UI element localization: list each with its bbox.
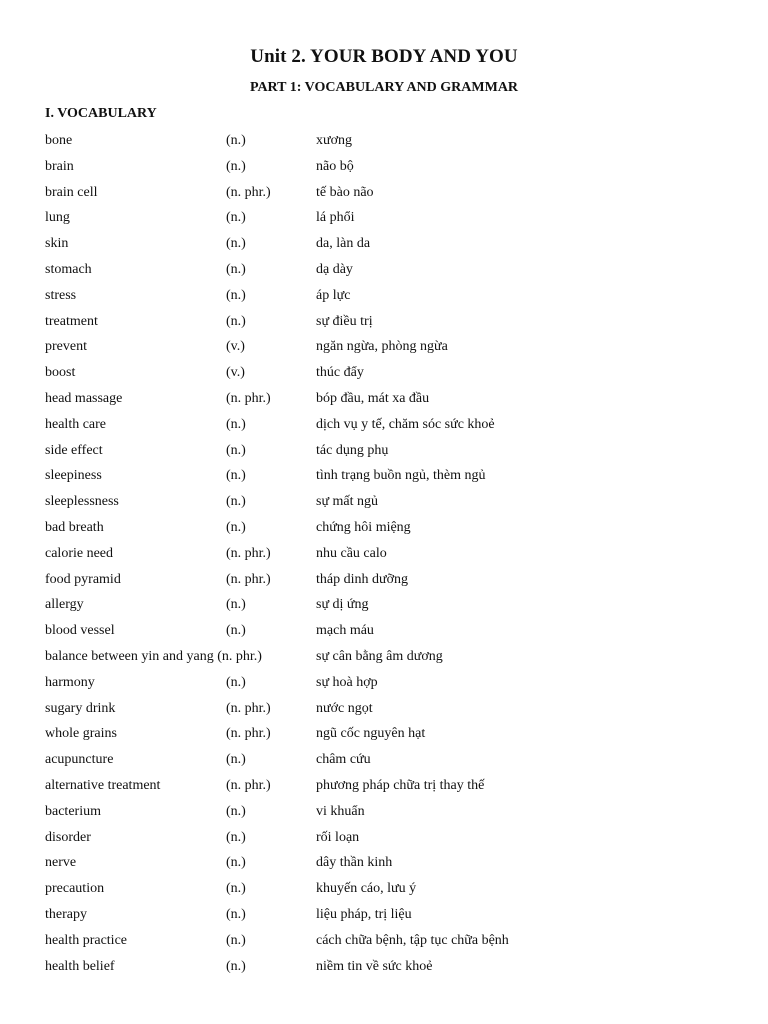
vocab-word: stomach xyxy=(45,261,92,277)
vocab-meaning: lá phổi xyxy=(316,210,355,226)
vocab-word: therapy xyxy=(45,906,87,922)
vocab-row xyxy=(0,876,768,902)
vocab-row xyxy=(0,902,768,928)
vocab-meaning: châm cứu xyxy=(316,752,371,768)
vocab-row xyxy=(0,205,768,231)
vocab-row xyxy=(0,567,768,593)
page-title: Unit 2. YOUR BODY AND YOU xyxy=(250,46,518,67)
vocab-word: whole grains xyxy=(45,726,117,742)
vocab-word: sleepiness xyxy=(45,468,102,484)
vocab-row xyxy=(0,644,768,670)
vocab-part-of-speech: (n.) xyxy=(226,494,246,510)
vocab-row xyxy=(0,541,768,567)
vocab-meaning: dạ dày xyxy=(316,261,353,277)
vocab-row xyxy=(0,360,768,386)
vocab-word: boost xyxy=(45,365,76,381)
vocab-word: brain cell xyxy=(45,184,98,200)
vocab-part-of-speech: (n. phr.) xyxy=(226,184,271,200)
vocab-meaning: thúc đẩy xyxy=(316,365,364,381)
vocab-part-of-speech: (n.) xyxy=(226,261,246,277)
vocab-meaning: dịch vụ y tế, chăm sóc sức khoẻ xyxy=(316,416,495,432)
vocab-row xyxy=(0,283,768,309)
vocab-part-of-speech: (n.) xyxy=(226,210,246,226)
vocab-meaning: tháp dinh dưỡng xyxy=(316,571,408,587)
vocab-row xyxy=(0,231,768,257)
vocab-meaning: liệu pháp, trị liệu xyxy=(316,906,412,922)
vocab-part-of-speech: (n. phr.) xyxy=(226,571,271,587)
vocab-meaning: nước ngọt xyxy=(316,700,373,716)
vocab-row xyxy=(0,696,768,722)
vocab-meaning: não bộ xyxy=(316,158,354,174)
vocab-part-of-speech: (n.) xyxy=(226,932,246,948)
vocab-word: head massage xyxy=(45,390,123,406)
vocab-row xyxy=(0,954,768,980)
vocab-row xyxy=(0,799,768,825)
vocab-row xyxy=(0,438,768,464)
vocab-row xyxy=(0,825,768,851)
vocab-meaning: vi khuẩn xyxy=(316,803,365,819)
vocab-row xyxy=(0,721,768,747)
vocab-row xyxy=(0,747,768,773)
vocab-row xyxy=(0,618,768,644)
vocab-word: health belief xyxy=(45,958,115,974)
vocab-meaning: tế bào não xyxy=(316,184,374,200)
vocab-row xyxy=(0,309,768,335)
vocab-meaning: tình trạng buồn ngủ, thèm ngủ xyxy=(316,468,486,484)
vocab-row xyxy=(0,773,768,799)
vocab-row xyxy=(0,334,768,360)
vocab-word: health practice xyxy=(45,932,128,948)
vocab-word: nerve xyxy=(45,855,77,871)
vocab-meaning: sự hoà hợp xyxy=(316,674,378,690)
vocab-meaning: sự cân bằng âm dương xyxy=(316,648,443,664)
vocab-meaning: bóp đầu, mát xa đầu xyxy=(316,390,430,406)
vocab-word: disorder xyxy=(45,829,91,845)
vocab-meaning: chứng hôi miệng xyxy=(316,519,411,535)
vocab-row xyxy=(0,412,768,438)
vocab-part-of-speech: (n.) xyxy=(226,313,246,329)
vocab-part-of-speech: (n.) xyxy=(226,803,246,819)
vocab-part-of-speech: (n.) xyxy=(226,519,246,535)
vocab-part-of-speech: (n.) xyxy=(226,416,246,432)
vocab-part-of-speech: (v.) xyxy=(226,339,245,355)
vocab-word: precaution xyxy=(45,881,105,897)
vocab-row xyxy=(0,128,768,154)
vocab-part-of-speech: (v.) xyxy=(226,365,245,381)
vocab-row xyxy=(0,154,768,180)
vocab-meaning: khuyến cáo, lưu ý xyxy=(316,881,417,897)
vocab-part-of-speech: (n.) xyxy=(226,958,246,974)
vocab-word: prevent xyxy=(45,339,87,355)
vocab-meaning: xương xyxy=(316,133,352,148)
vocab-meaning: nhu cầu calo xyxy=(316,545,387,561)
vocab-word-with-pos: balance between yin and yang (n. phr.) xyxy=(45,648,262,664)
vocab-meaning: rối loạn xyxy=(316,829,360,845)
vocab-meaning: cách chữa bệnh, tập tục chữa bệnh xyxy=(316,932,509,948)
section-heading: I. VOCABULARY xyxy=(45,106,157,121)
vocab-part-of-speech: (n. phr.) xyxy=(226,700,271,716)
vocab-part-of-speech: (n.) xyxy=(226,752,246,768)
vocab-word: sleeplessness xyxy=(45,494,119,510)
vocab-word: bacterium xyxy=(45,803,101,819)
vocab-part-of-speech: (n. phr.) xyxy=(226,777,271,793)
vocab-part-of-speech: (n. phr.) xyxy=(226,390,271,406)
vocab-word: brain xyxy=(45,158,74,174)
vocab-meaning: da, làn da xyxy=(316,236,371,252)
vocab-part-of-speech: (n.) xyxy=(226,597,246,613)
vocab-part-of-speech: (n.) xyxy=(226,468,246,484)
vocabulary-list xyxy=(0,128,768,979)
vocab-word: side effect xyxy=(45,442,103,458)
vocab-row xyxy=(0,670,768,696)
vocab-part-of-speech: (n. phr.) xyxy=(226,726,271,742)
vocab-row xyxy=(0,257,768,283)
vocab-meaning: tác dụng phụ xyxy=(316,442,389,458)
vocab-part-of-speech: (n.) xyxy=(226,881,246,897)
vocab-word: calorie need xyxy=(45,545,114,561)
vocab-part-of-speech: (n.) xyxy=(226,674,246,690)
vocab-meaning: sự mất ngủ xyxy=(316,494,379,510)
vocab-part-of-speech: (n.) xyxy=(226,623,246,639)
vocab-word: health care xyxy=(45,416,107,432)
vocab-part-of-speech: (n.) xyxy=(226,442,246,458)
vocab-part-of-speech: (n.) xyxy=(226,906,246,922)
vocab-row xyxy=(0,180,768,206)
vocab-row xyxy=(0,515,768,541)
vocab-meaning: ngăn ngừa, phòng ngừa xyxy=(316,339,448,355)
vocab-word: blood vessel xyxy=(45,623,115,639)
vocab-meaning: mạch máu xyxy=(316,623,374,639)
vocab-row xyxy=(0,592,768,618)
vocab-word: allergy xyxy=(45,597,84,613)
vocab-word: treatment xyxy=(45,313,98,329)
vocab-meaning: áp lực xyxy=(316,287,351,303)
vocab-meaning: dây thần kinh xyxy=(316,855,393,871)
vocab-part-of-speech: (n.) xyxy=(226,855,246,871)
vocab-row xyxy=(0,463,768,489)
vocab-part-of-speech: (n.) xyxy=(226,236,246,252)
page-subtitle: PART 1: VOCABULARY AND GRAMMAR xyxy=(249,80,519,95)
vocab-row xyxy=(0,386,768,412)
vocab-part-of-speech: (n. phr.) xyxy=(226,545,271,561)
vocab-word: lung xyxy=(45,210,70,226)
vocab-part-of-speech: (n.) xyxy=(226,133,246,148)
vocab-word: alternative treatment xyxy=(45,777,161,793)
vocab-word: stress xyxy=(45,287,77,303)
vocab-meaning: ngũ cốc nguyên hạt xyxy=(316,726,426,742)
vocab-word: bad breath xyxy=(45,519,104,535)
vocab-word: skin xyxy=(45,236,69,252)
vocab-meaning: niềm tin về sức khoẻ xyxy=(316,958,433,974)
vocab-row xyxy=(0,928,768,954)
vocab-part-of-speech: (n.) xyxy=(226,287,246,303)
vocab-meaning: phương pháp chữa trị thay thế xyxy=(316,777,485,793)
vocab-word: harmony xyxy=(45,674,95,690)
vocab-word: sugary drink xyxy=(45,700,116,716)
vocab-part-of-speech: (n.) xyxy=(226,829,246,845)
vocab-meaning: sự điều trị xyxy=(316,313,373,329)
vocab-word: acupuncture xyxy=(45,752,114,768)
vocab-meaning: sự dị ứng xyxy=(316,597,369,613)
vocab-word: food pyramid xyxy=(45,571,121,587)
vocab-row xyxy=(0,489,768,515)
vocab-word: bone xyxy=(45,133,73,148)
vocab-row xyxy=(0,850,768,876)
vocab-part-of-speech: (n.) xyxy=(226,158,246,174)
